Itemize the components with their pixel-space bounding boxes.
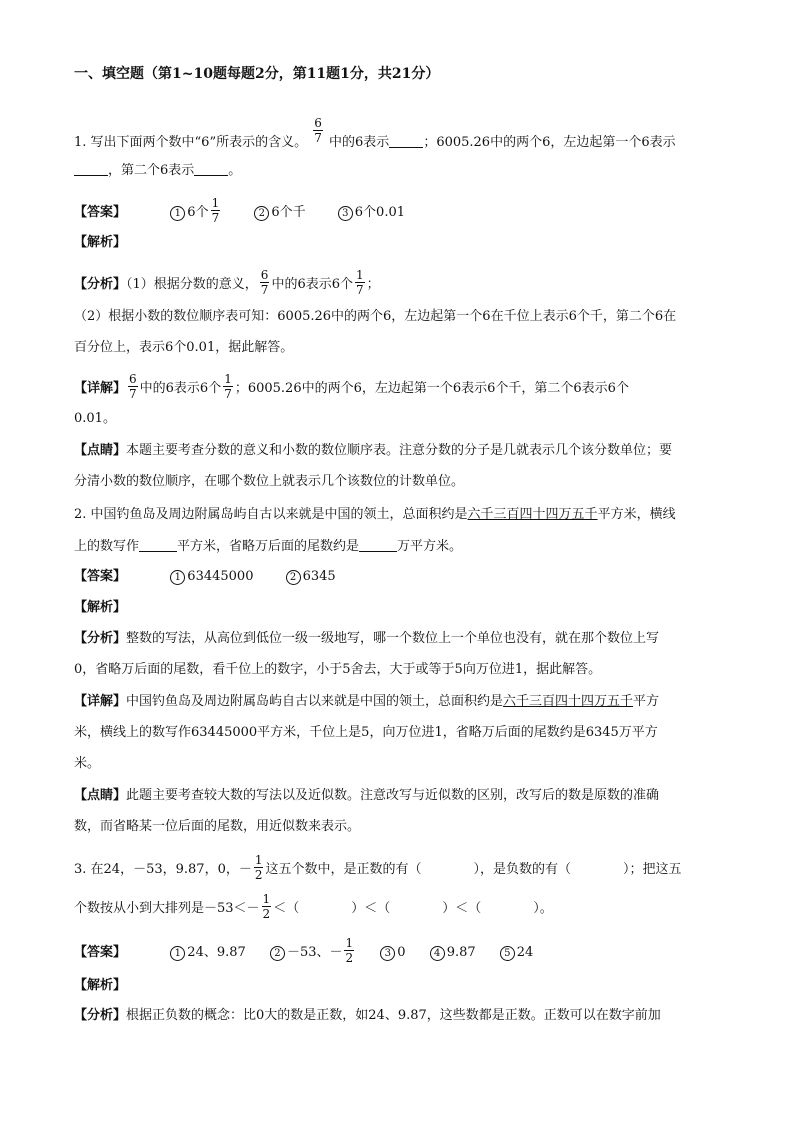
fraction [355, 268, 365, 297]
q1-answer-1 [170, 196, 222, 225]
frac-numerator: 6 [314, 116, 322, 130]
frac-denominator: 2 [262, 907, 271, 921]
q2-comment-line2: 数，而省略某一位后面的尾数，用近似数来表示。 [74, 819, 361, 834]
text: 平方 [633, 694, 660, 709]
q3-answer-4 [430, 945, 476, 960]
text: ； [366, 277, 380, 292]
frac-numerator: 1 [262, 892, 271, 906]
q3-answer-3 [380, 945, 405, 960]
answer-text: 24 [516, 945, 534, 960]
fraction [223, 372, 233, 401]
answer-number-badge: 1 [170, 206, 185, 221]
answer-text: 9.87 [446, 945, 476, 960]
q1-line2-mid: ，第二个6表示 [108, 163, 195, 178]
q1-fenxi-line1 [74, 270, 380, 299]
frac-numerator: 1 [345, 936, 354, 950]
q2-line1 [74, 507, 676, 523]
comment-label: 【点睛】 [74, 443, 127, 458]
q1-line2-end: 。 [228, 163, 242, 178]
q1-blank-3[interactable] [194, 162, 228, 176]
q1-fenxi-line3: 百分位上，表示6个0.01，据此解答。 [74, 340, 294, 355]
text: 整数的写法，从高位到低位一级一级地写，哪一个数位上一个单位也没有，就在那个数位上写 [126, 631, 660, 646]
frac-denominator: 7 [355, 283, 364, 297]
q1-blank-1[interactable] [389, 134, 423, 148]
fraction [254, 853, 264, 882]
answer-label: 【答案】 [74, 945, 127, 960]
answer-text: 24、9.87 [187, 945, 246, 960]
q3-line2 [74, 894, 553, 923]
answer-number-badge: 2 [270, 946, 285, 961]
text: 上的数写作 [74, 539, 140, 554]
answer-text: 63445000 [187, 569, 254, 584]
q3-analysis-label: 【解析】 [74, 978, 127, 993]
answer-number-badge: 3 [338, 206, 353, 221]
fraction [260, 268, 270, 297]
section-title: 一、填空题（第1~10题每题2分，第11题1分，共21分） [74, 66, 440, 82]
q1-detail-line1 [74, 374, 629, 403]
q1-analysis-label: 【解析】 [74, 235, 127, 250]
text: 平方米，省略万后面的尾数约是 [177, 539, 360, 554]
text: 此题主要考查较大数的写法以及近似数。注意改写与近似数的区别，改写后的数是原数的准确 [126, 788, 660, 803]
text: 2. 中国钓鱼岛及周边附属岛屿自古以来就是中国的领土，总面积约是 [74, 507, 468, 522]
frac-denominator: 7 [211, 211, 220, 225]
q3-answer-5 [500, 945, 534, 960]
q1-prefix: 1. 写出下面两个数中“6”所表示的含义。 [74, 135, 308, 150]
frac-denominator: 2 [254, 868, 263, 882]
q1-answer-3 [338, 205, 405, 220]
fenxi-label: 【分析】 [74, 277, 127, 292]
answer-text: 6个0.01 [354, 205, 405, 220]
q2-detail-line3: 米。 [74, 756, 101, 771]
answer-label: 【答案】 [74, 205, 127, 220]
text: ；6005.26中的两个6，左边起第一个6表示6个千，第二个6表示6个 [234, 381, 629, 396]
q1-fenxi-line2: （2）根据小数的数位顺序表可知：6005.26中的两个6，左边起第一个6在千位上表示6个千，第二个6在 [74, 309, 677, 324]
q2-answer-2 [286, 569, 336, 584]
frac-denominator: 7 [314, 131, 322, 145]
frac-numerator: 1 [254, 853, 263, 867]
text: （1）根据分数的意义， [126, 277, 258, 292]
q2-blank-2[interactable] [359, 538, 397, 552]
detail-label: 【详解】 [74, 694, 127, 709]
q3-fenxi-line1 [74, 1008, 661, 1024]
answer-text: 6个千 [271, 205, 306, 220]
answer-number-badge: 1 [170, 946, 185, 961]
fenxi-label: 【分析】 [74, 1008, 127, 1023]
answer-number-badge: 4 [430, 946, 445, 961]
q1-answer-line [74, 198, 433, 227]
fraction [262, 892, 272, 921]
answer-number-badge: 2 [254, 206, 269, 221]
text: 个数按从小到大排列是－53＜－ [74, 901, 260, 916]
q2-answer-line [74, 569, 364, 585]
text: 中的6表示6个 [271, 277, 353, 292]
answer-number-badge: 1 [170, 570, 185, 585]
q3-answer-1 [170, 945, 246, 960]
frac-numerator: 1 [211, 196, 220, 210]
q1-mid: 中的6表示 [329, 135, 390, 150]
text: 中国钓鱼岛及周边附属岛屿自古以来就是中国的领土，总面积约是 [126, 694, 504, 709]
q1-fraction [313, 116, 323, 145]
text: ＜（ ）＜（ ）＜（ ）。 [273, 901, 553, 916]
q2-detail-line2: 米，横线上的数写作63445000平方米，千位上是5，向万位进1，省略万后面的尾数约是6345万平方 [74, 725, 658, 740]
fenxi-label: 【分析】 [74, 631, 127, 646]
q1-comment-line1 [74, 443, 672, 459]
answer-number-badge: 5 [500, 946, 515, 961]
frac-numerator: 6 [260, 268, 269, 282]
q3-answer-2 [270, 936, 356, 965]
q3-answer-line [74, 938, 533, 967]
q2-fenxi-line2: 0，省略万后面的尾数，看千位上的数字，小于5舍去，大于或等于5向万位进1，据此解答。 [74, 662, 602, 677]
text: 本题主要考查分数的意义和小数的数位顺序表。注意分数的分子是几就表示几个该分数单位；要 [126, 443, 673, 458]
q1-comment-line2: 分清小数的数位顺序，在哪个数位上就表示几个该数位的计数单位。 [74, 474, 465, 489]
q2-comment-line1 [74, 788, 659, 804]
answer-label: 【答案】 [74, 569, 127, 584]
q2-analysis-label: 【解析】 [74, 600, 127, 615]
frac-numerator: 1 [355, 268, 364, 282]
q1-answer-2 [254, 205, 305, 220]
text: 3. 在24，－53，9.87，0，－ [74, 862, 252, 877]
answer-text: －53、－ [286, 945, 343, 960]
q2-blank-1[interactable] [139, 538, 177, 552]
answer-text: 0 [397, 945, 406, 960]
text: 平方米，横线 [597, 507, 676, 522]
q2-answer-1 [170, 569, 253, 584]
answer-fraction [344, 936, 354, 965]
q3-line1 [74, 855, 682, 884]
frac-denominator: 2 [345, 951, 354, 965]
frac-denominator: 7 [224, 387, 232, 401]
underlined-text: 六千三百四十四万五千 [467, 507, 598, 522]
comment-label: 【点睛】 [74, 788, 127, 803]
answer-text: 6345 [302, 569, 336, 584]
text: 中的6表示6个 [139, 381, 222, 396]
answer-text: 6个 [187, 205, 209, 220]
q1-blank-2[interactable] [74, 162, 108, 176]
detail-label: 【详解】 [74, 381, 127, 396]
q1-line2 [74, 162, 241, 179]
frac-numerator: 6 [129, 372, 137, 386]
text: 根据正负数的概念：比0大的数是正数，如24、9.87，这些数都是正数。正数可以在数字前加 [126, 1008, 661, 1023]
answer-number-badge: 2 [286, 570, 301, 585]
answer-fraction [211, 196, 221, 225]
text: 这五个数中，是正数的有（ ），是负数的有（ ）；把这五 [265, 862, 682, 877]
frac-denominator: 7 [129, 387, 137, 401]
text: 万平方米。 [397, 539, 463, 554]
q1-line1 [74, 116, 676, 157]
q2-line2 [74, 538, 462, 555]
frac-numerator: 1 [224, 372, 232, 386]
underlined-text: 六千三百四十四万五千 [503, 694, 634, 709]
q2-detail-line1 [74, 694, 659, 710]
q1-detail-line2: 0.01。 [74, 411, 116, 426]
q2-fenxi-line1 [74, 631, 659, 647]
frac-denominator: 7 [260, 283, 269, 297]
answer-number-badge: 3 [380, 946, 395, 961]
fraction [128, 372, 138, 401]
q1-mid2: ；6005.26中的两个6，左边起第一个6表示 [423, 135, 676, 150]
